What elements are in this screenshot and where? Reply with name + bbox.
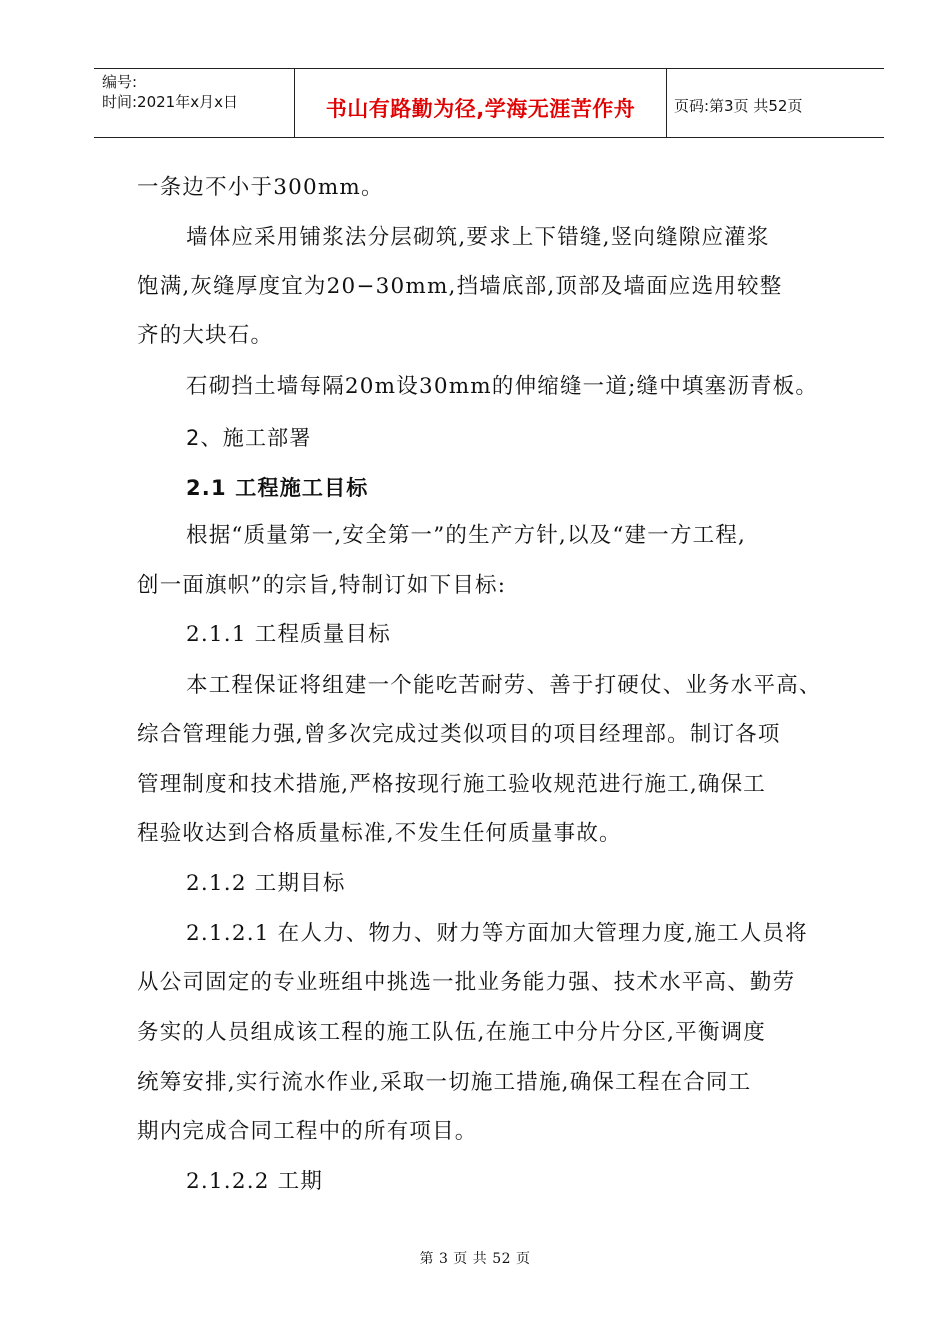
header-motto-cell	[294, 69, 667, 137]
subsection-heading: 2.1.2.2 工期	[186, 1169, 324, 1194]
paragraph-line: 2.1.2.1 在人力、物力、财力等方面加大管理力度,施工人员将	[186, 921, 808, 946]
paragraph-line: 务实的人员组成该工程的施工队伍,在施工中分片分区,平衡调度	[137, 1020, 766, 1045]
section-heading: 2、施工部署	[186, 426, 312, 450]
paragraph-line: 综合管理能力强,曾多次完成过类似项目的项目经理部。制订各项	[137, 722, 781, 747]
subsection-heading: 2.1 工程施工目标	[186, 476, 369, 500]
header-motto: 书山有路勤为径,学海无涯苦作舟	[325, 97, 636, 121]
paragraph-line: 创一面旗帜”的宗旨,特制订如下目标:	[137, 573, 507, 598]
page-header	[94, 68, 884, 138]
subsection-heading: 2.1.2 工期目标	[186, 871, 346, 896]
paragraph-line: 统筹安排,实行流水作业,采取一切施工措施,确保工程在合同工	[137, 1070, 752, 1095]
paragraph-line: 从公司固定的专业班组中挑选一批业务能力强、技术水平高、勤劳	[137, 970, 796, 995]
subsection-heading: 2.1.1 工程质量目标	[186, 622, 391, 647]
paragraph-line: 根据“质量第一,安全第一”的生产方针,以及“建一方工程,	[186, 523, 747, 548]
paragraph-line: 一条边不小于300mm。	[137, 175, 384, 200]
header-meta-cell	[94, 69, 294, 137]
header-page-info: 页码:第3页 共52页	[674, 97, 803, 115]
paragraph-line: 齐的大块石。	[137, 323, 274, 348]
paragraph-line: 饱满,灰缝厚度宜为20−30mm,挡墙底部,顶部及墙面应选用较整	[137, 274, 783, 299]
header-page-cell	[666, 69, 884, 137]
paragraph-line: 管理制度和技术措施,严格按现行施工验收规范进行施工,确保工	[137, 772, 766, 797]
paragraph-line: 期内完成合同工程中的所有项目。	[137, 1119, 478, 1144]
header-code-label: 编号:	[102, 73, 138, 91]
header-date-label: 时间:2021年x月x日	[102, 93, 238, 111]
paragraph-line: 本工程保证将组建一个能吃苦耐劳、善于打硬仗、业务水平高、	[186, 673, 822, 698]
paragraph-line: 石砌挡土墙每隔20m设30mm的伸缩缝一道;缝中填塞沥青板。	[186, 374, 819, 399]
paragraph-line: 墙体应采用铺浆法分层砌筑,要求上下错缝,竖向缝隙应灌浆	[186, 225, 770, 250]
paragraph-line: 程验收达到合格质量标准,不发生任何质量事故。	[137, 821, 622, 846]
page-footer: 第 3 页 共 52 页	[419, 1251, 531, 1267]
